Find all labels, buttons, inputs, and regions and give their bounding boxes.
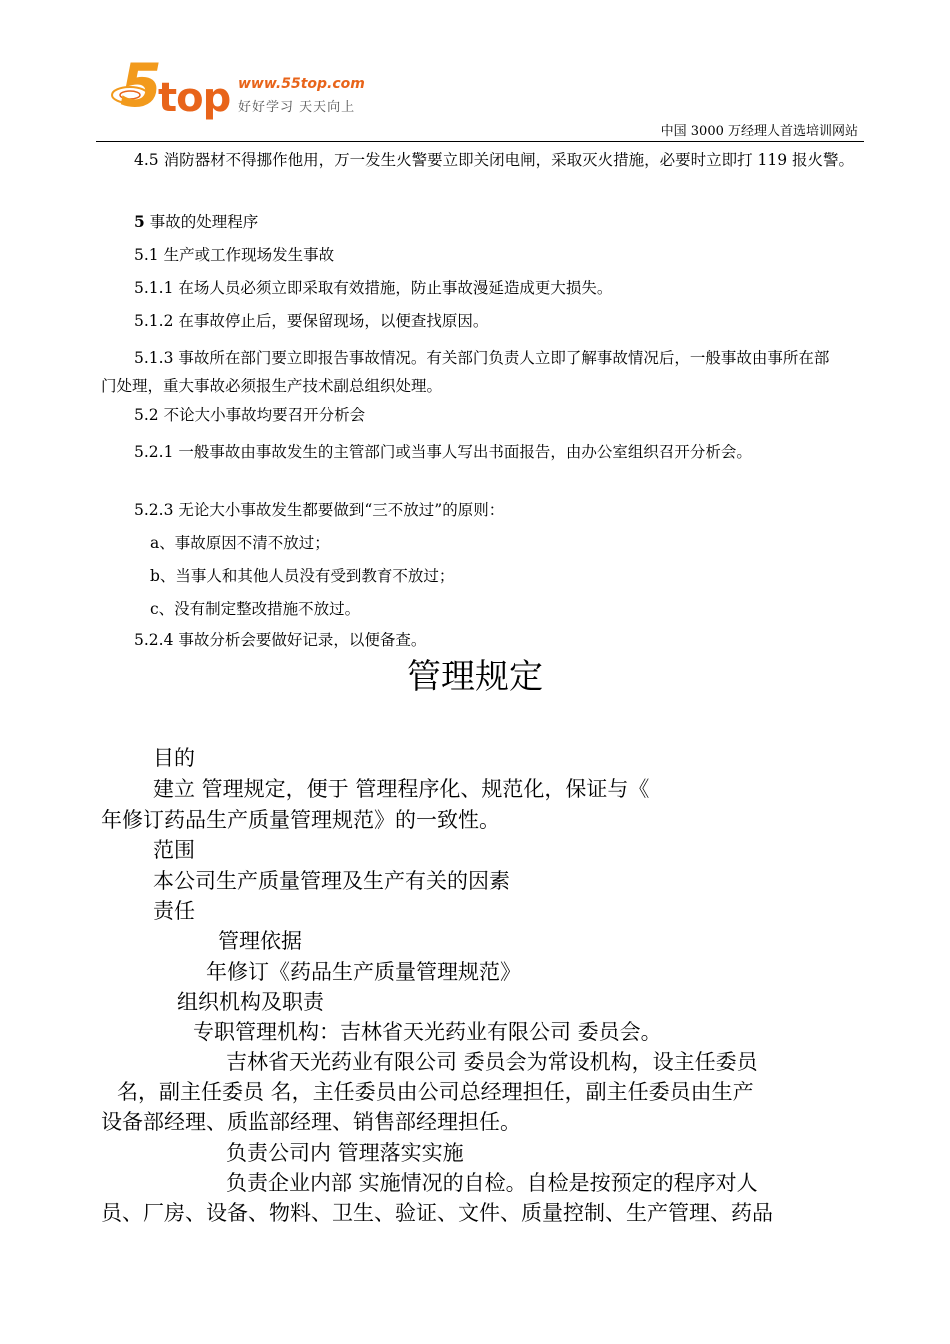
organization-line: 专职管理机构：吉林省天光药业有限公司 委员会。: [193, 1020, 662, 1044]
list-item-a: a、事故原因不清不放过；: [150, 534, 330, 552]
header-divider: [96, 141, 864, 142]
duty-2-line-2: 员、厂房、设备、物料、卫生、验证、文件、质量控制、生产管理、药品: [101, 1201, 773, 1225]
organization-heading: 组织机构及职责: [177, 990, 324, 1014]
organization-para-line-1: 吉林省天光药业有限公司 委员会为常设机构，设主任委员: [226, 1050, 758, 1074]
heading-5: [134, 212, 899, 232]
logo-word: top: [158, 75, 231, 121]
list-item-c: c、没有制定整改措施不放过。: [150, 600, 361, 618]
paragraph-5-1-2: 5.1.2 在事故停止后，要保留现场，以便查找原因。: [134, 312, 489, 330]
responsibility-heading: 责任: [153, 899, 195, 923]
purpose-line-2: 年修订药品生产质量管理规范》的一致性。: [101, 808, 500, 832]
heading-5-number: 5: [134, 212, 145, 231]
organization-para-line-3: 设备部经理、质监部经理、销售部经理担任。: [101, 1110, 521, 1134]
paragraph-5-1-3: 5.1.3 事故所在部门要立即报告事故情况。有关部门负责人立即了解事故情况后，一般事故由事所在部门处理，重大事故必须报生产技术副总组织处理。: [101, 349, 830, 395]
basis-text: 年修订《药品生产质量管理规范》: [206, 960, 521, 984]
paragraph-5-1-1: 5.1.1 在场人员必须立即采取有效措施，防止事故漫延造成更大损失。: [134, 279, 613, 297]
list-item-b: b、当事人和其他人员没有受到教育不放过；: [150, 567, 455, 585]
paragraph-4-5: 4.5 消防器材不得挪作他用，万一发生火警要立即关闭电闸，采取灭火措施，必要时立即打 119 报火警。: [134, 151, 855, 169]
paragraph-5-2: 5.2 不论大小事故均要召开分析会: [134, 406, 366, 424]
scope-heading: 范围: [153, 838, 195, 862]
page-title: 管理规定: [407, 657, 543, 697]
duty-2-line-1: 负责企业内部 实施情况的自检。自检是按预定的程序对人: [226, 1171, 758, 1195]
paragraph-5-1: 5.1 生产或工作现场发生事故: [134, 246, 335, 264]
logo-numeral: 5: [120, 51, 162, 121]
basis-heading: 管理依据: [218, 929, 302, 953]
heading-5-text: 事故的处理程序: [144, 213, 259, 231]
paragraph-5-2-3: 5.2.3 无论大小事故发生都要做到“三不放过”的原则：: [134, 501, 505, 519]
organization-para-line-2: 名，副主任委员 名，主任委员由公司总经理担任，副主任委员由生产: [117, 1080, 754, 1104]
logo-url: www.55top.com: [238, 76, 365, 92]
site-logo: [110, 51, 400, 126]
paragraph-5-2-4: 5.2.4 事故分析会要做好记录，以便备查。: [134, 631, 427, 649]
scope-text: 本公司生产质量管理及生产有关的因素: [153, 869, 510, 893]
paragraph-5-2-1: 5.2.1 一般事故由事故发生的主管部门或当事人写出书面报告，由办公室组织召开分析会。: [134, 443, 752, 461]
duty-1: 负责公司内 管理落实实施: [226, 1141, 464, 1165]
purpose-heading: 目的: [153, 746, 195, 770]
site-tagline: 中国 3000 万经理人首选培训网站: [660, 124, 858, 139]
logo-slogan: 好好学习 天天向上: [238, 100, 356, 115]
purpose-line-1: 建立 管理规定，便于 管理程序化、规范化，保证与《: [153, 777, 650, 801]
